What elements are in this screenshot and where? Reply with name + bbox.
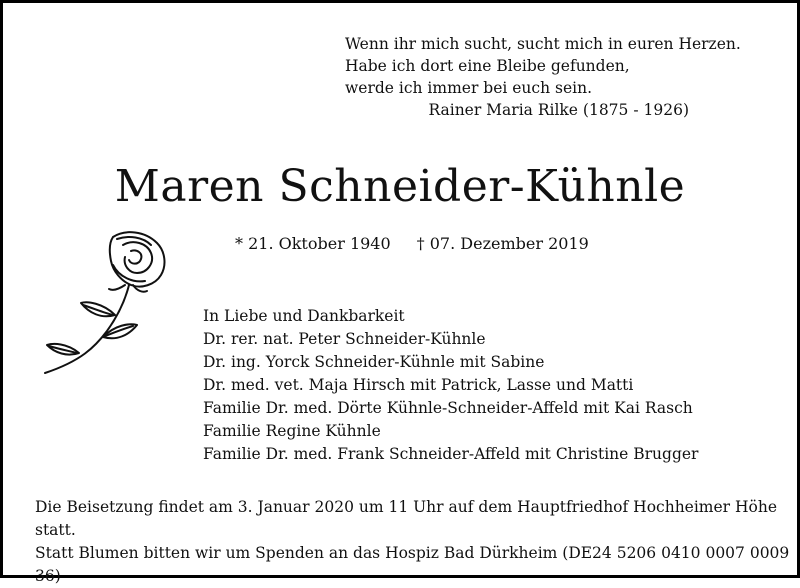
quote-line: Habe ich dort eine Bleibe gefunden, (345, 57, 630, 75)
rilke-quote (345, 33, 745, 121)
mourner-line: Dr. med. vet. Maja Hirsch mit Patrick, Lasse und Matti (203, 376, 634, 394)
mourner-line: Familie Dr. med. Dörte Kühnle-Schneider-Affeld mit Kai Rasch (203, 399, 693, 417)
mourner-line: Dr. rer. nat. Peter Schneider-Kühnle (203, 330, 486, 348)
mourner-line: Familie Dr. med. Frank Schneider-Affeld mit Christine Brugger (203, 445, 699, 463)
birth-date: * 21. Oktober 1940 (235, 234, 391, 253)
funeral-info (35, 496, 797, 588)
donation-notice: Statt Blumen bitten wir um Spenden an das Hospiz Bad Dürkheim (DE24 5206 0410 0007 0009 36) (35, 544, 790, 585)
life-dates (235, 234, 589, 253)
quote-author: Rainer Maria Rilke (1875 - 1926) (428, 101, 689, 119)
mourners-list (203, 305, 698, 466)
burial-notice: Die Beisetzung findet am 3. Januar 2020 um 11 Uhr auf dem Hauptfriedhof Hochheimer Höhe statt. (35, 498, 778, 539)
quote-line: Wenn ihr mich sucht, sucht mich in euren Herzen. (345, 35, 741, 53)
mourner-line: In Liebe und Dankbarkeit (203, 307, 405, 325)
mourner-line: Dr. ing. Yorck Schneider-Kühnle mit Sabine (203, 353, 545, 371)
rose-icon (33, 225, 178, 377)
quote-line: werde ich immer bei euch sein. (345, 79, 593, 97)
death-date: † 07. Dezember 2019 (416, 234, 589, 253)
deceased-name: Maren Schneider-Kühnle (114, 161, 686, 212)
mourner-line: Familie Regine Kühnle (203, 422, 381, 440)
